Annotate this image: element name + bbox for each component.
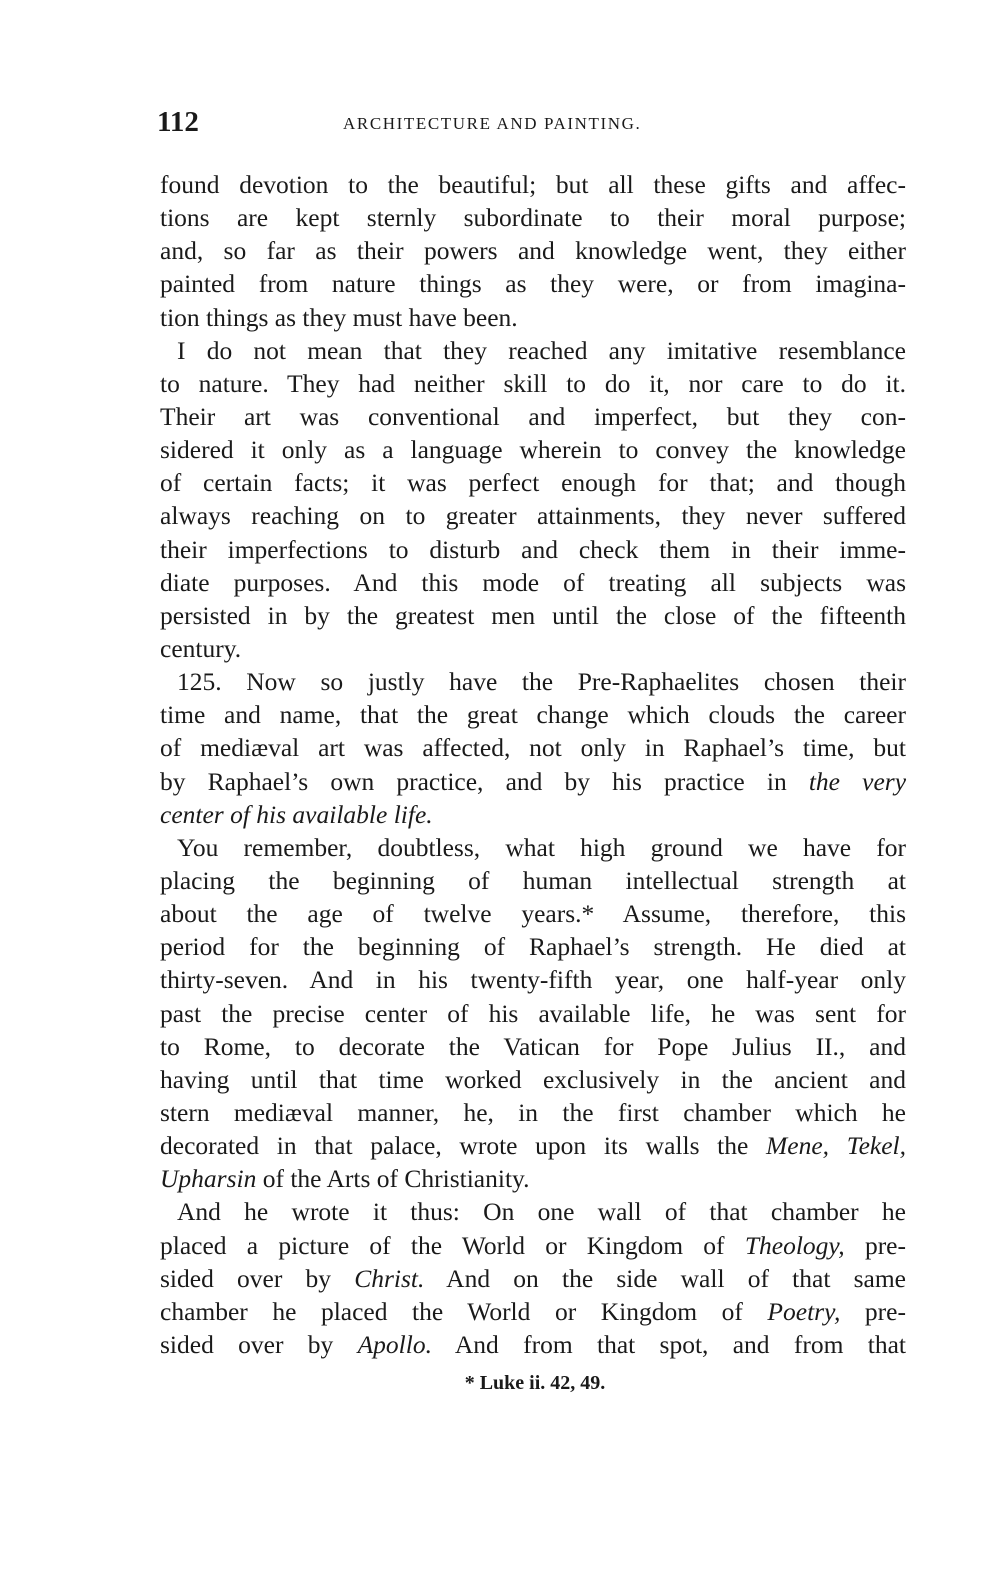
text-segment: their imperfections to disturb and check them in their imme- <box>160 534 906 564</box>
text-line <box>160 533 906 566</box>
text-line <box>160 632 906 665</box>
text-line <box>160 566 906 599</box>
text-segment: to Rome, to decorate the Vatican for Pope Julius II., and <box>160 1031 906 1061</box>
text-line <box>160 1096 906 1129</box>
text-line <box>160 864 906 897</box>
text-segment: tion things as they must have been. <box>160 302 518 332</box>
italic-text: Poetry, <box>767 1296 841 1326</box>
text-line <box>160 334 906 367</box>
text-segment: And from that spot, and from that <box>431 1329 906 1359</box>
text-line <box>160 963 906 996</box>
text-line <box>160 765 906 798</box>
text-segment: of the Arts of Christianity. <box>256 1164 530 1194</box>
italic-text: Upharsin <box>160 1164 257 1194</box>
text-segment: thirty-seven. And in his twenty-fifth year, one half-year only <box>160 965 906 995</box>
text-line <box>160 1162 906 1195</box>
text-line <box>160 698 906 731</box>
text-segment: And he wrote it thus: On one wall of that chamber he <box>177 1197 906 1227</box>
text-segment: And on the side wall of that same <box>424 1263 906 1293</box>
text-segment: always reaching on to greater attainments, they never suffered <box>160 501 906 531</box>
text-segment: century. <box>160 633 242 663</box>
text-segment: diate purposes. And this mode of treating all subjects was <box>160 567 906 597</box>
text-segment: and, so far as their powers and knowledge went, they either <box>160 236 906 266</box>
text-segment: 125. Now so justly have the Pre-Raphaelites chosen their <box>177 667 906 697</box>
text-line <box>160 1195 906 1228</box>
body-text <box>160 168 906 1361</box>
text-segment: placing the beginning of human intellectual strength at <box>160 865 906 895</box>
text-line <box>160 1262 906 1295</box>
text-line <box>160 433 906 466</box>
text-line <box>160 997 906 1030</box>
text-line <box>160 1129 906 1162</box>
text-segment: sidered it only as a language wherein to convey the knowledge <box>160 435 906 465</box>
text-segment: Their art was conventional and imperfect, but they con- <box>160 401 906 431</box>
text-line <box>160 1030 906 1063</box>
text-segment: sided over by <box>160 1263 355 1293</box>
text-segment: past the precise center of his available life, he was sent for <box>160 998 906 1028</box>
italic-text: Christ. <box>354 1263 425 1293</box>
page-number: 112 <box>157 106 199 138</box>
footnote: * Luke ii. 42, 49. <box>464 1372 606 1394</box>
text-line <box>160 400 906 433</box>
text-segment: tions are kept sternly subordinate to their moral purpose; <box>160 203 906 233</box>
italic-text: Apollo. <box>357 1329 432 1359</box>
text-line <box>160 1063 906 1096</box>
text-line <box>160 201 906 234</box>
text-segment: You remember, doubtless, what high ground we have for <box>177 832 906 862</box>
text-line <box>160 1229 906 1262</box>
running-head: ARCHITECTURE AND PAINTING. <box>343 114 642 133</box>
text-line <box>160 499 906 532</box>
text-segment: of certain facts; it was perfect enough for that; and though <box>160 468 906 498</box>
text-line <box>160 1295 906 1328</box>
text-line <box>160 301 906 334</box>
text-segment: by Raphael’s own practice, and by his practice in <box>160 766 809 796</box>
text-segment: found devotion to the beautiful; but all these gifts and affec- <box>160 170 906 199</box>
italic-text: Theology, <box>744 1230 845 1260</box>
text-segment: period for the beginning of Raphael’s strength. He died at <box>160 932 906 962</box>
text-segment: of mediæval art was affected, not only in Raphael’s time, but <box>160 733 906 763</box>
text-segment: stern mediæval manner, he, in the first chamber which he <box>160 1097 906 1127</box>
text-line <box>160 897 906 930</box>
text-line <box>160 466 906 499</box>
text-segment: persisted in by the greatest men until the close of the fifteenth <box>160 600 906 630</box>
text-line <box>160 168 906 201</box>
text-line <box>160 1328 906 1361</box>
italic-text: the very <box>808 766 907 796</box>
text-segment: having until that time worked exclusively in the ancient and <box>160 1064 906 1094</box>
text-segment: to nature. They had neither skill to do it, nor care to do it. <box>160 368 906 398</box>
text-line <box>160 798 906 831</box>
text-segment: pre- <box>844 1230 906 1260</box>
text-segment: pre- <box>840 1296 906 1326</box>
text-line <box>160 267 906 300</box>
text-line <box>160 930 906 963</box>
text-line <box>160 665 906 698</box>
text-line <box>160 599 906 632</box>
text-segment: chamber he placed the World or Kingdom of <box>160 1296 768 1326</box>
text-segment: placed a picture of the World or Kingdom of <box>160 1230 745 1260</box>
text-segment: I do not mean that they reached any imitative resemblance <box>177 335 906 365</box>
text-line <box>160 234 906 267</box>
text-line <box>160 367 906 400</box>
text-segment: painted from nature things as they were, or from imagina- <box>160 269 906 299</box>
italic-text: center of his available life. <box>160 799 433 829</box>
text-segment: decorated in that palace, wrote upon its walls the <box>160 1131 767 1161</box>
text-segment: sided over by <box>160 1329 358 1359</box>
text-line <box>160 731 906 764</box>
text-segment: about the age of twelve years.* Assume, therefore, this <box>160 899 906 929</box>
text-line <box>160 831 906 864</box>
text-segment: time and name, that the great change which clouds the career <box>160 700 906 730</box>
italic-text: Mene, Tekel, <box>766 1131 906 1161</box>
